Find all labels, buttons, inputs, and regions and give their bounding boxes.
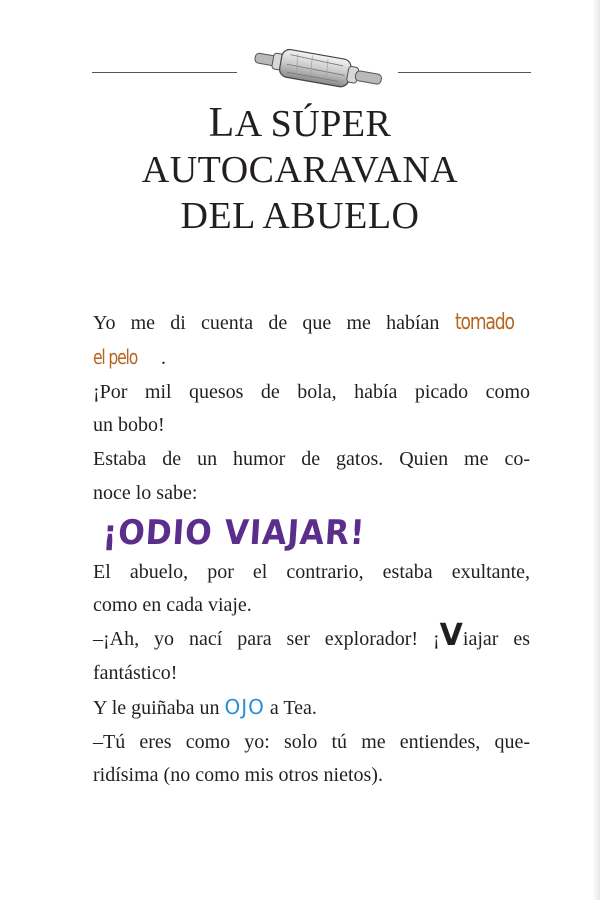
shout-line bbox=[93, 511, 530, 556]
odio-viajar-text: ¡ODIO VIAJAR! bbox=[101, 512, 367, 553]
title-line-1 bbox=[0, 100, 600, 147]
chapter-body bbox=[93, 306, 530, 793]
paragraph-line: un bobo! bbox=[93, 414, 165, 437]
chapter-title bbox=[0, 100, 600, 239]
p6-end: a Tea. bbox=[269, 696, 317, 719]
paragraph-line: Estaba de un humor de gatos. Quien me co- bbox=[93, 448, 530, 471]
p6-start: Y le guiñaba un bbox=[93, 696, 220, 719]
big-v-letter: V bbox=[439, 618, 463, 654]
header-rule-right bbox=[398, 72, 531, 73]
paragraph-line: noce lo sabe: bbox=[93, 481, 198, 504]
paragraph-line: El abuelo, por el contrario, estaba exultante, bbox=[93, 560, 530, 583]
p5-rest: iajar es bbox=[462, 628, 531, 651]
p1-end: . bbox=[161, 346, 166, 369]
paragraph-line bbox=[93, 306, 530, 341]
title-line-1-rest: A SÚPER bbox=[234, 103, 392, 145]
tomado-styled-text: tomado bbox=[454, 310, 514, 335]
p1-text: Yo me di cuenta de que me habían bbox=[93, 312, 440, 334]
paragraph-line: –Tú eres como yo: solo tú me entiendes, que- bbox=[93, 730, 530, 753]
paragraph-line bbox=[93, 691, 530, 726]
paragraph-line bbox=[93, 618, 531, 657]
title-initial: L bbox=[208, 100, 235, 146]
title-line-2: AUTOCARAVANA bbox=[141, 149, 459, 191]
paragraph-line bbox=[93, 341, 530, 376]
paragraph-line: fantástico! bbox=[93, 661, 178, 684]
paragraph-line: ridísima (no como mis otros nietos). bbox=[93, 764, 383, 787]
paragraph-line: como en cada viaje. bbox=[93, 594, 252, 617]
rolling-pin-icon bbox=[250, 40, 390, 100]
title-line-3: DEL ABUELO bbox=[180, 195, 420, 237]
ojo-styled-text: OJO bbox=[224, 694, 265, 719]
el-pelo-styled-text: el pelo bbox=[93, 344, 138, 369]
header-rule-left bbox=[92, 72, 237, 73]
paragraph-line: ¡Por mil quesos de bola, había picado como bbox=[93, 380, 530, 403]
p5-start: –¡Ah, yo nací para ser explorador! ¡ bbox=[93, 628, 440, 651]
